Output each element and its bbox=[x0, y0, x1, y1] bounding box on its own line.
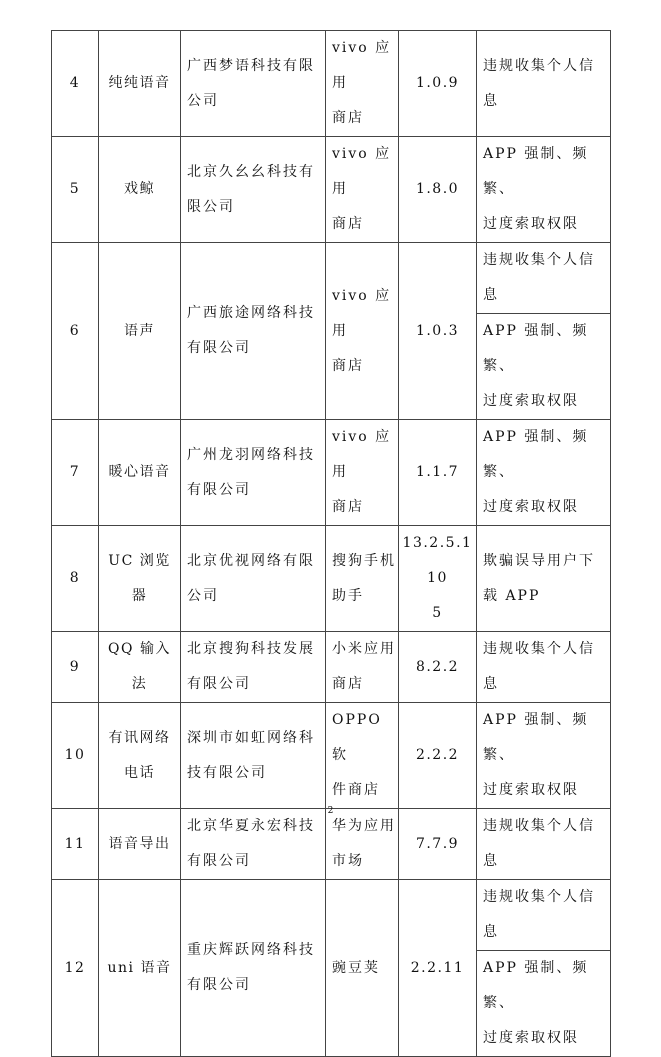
cell-line: 1.1.7 bbox=[415, 464, 460, 480]
cell-line: APP 强制、频繁、 bbox=[483, 146, 589, 197]
cell-line: 商店 bbox=[332, 110, 364, 126]
app-violation-table bbox=[51, 30, 611, 1057]
app-store-cell bbox=[326, 526, 399, 632]
violation-issue-cell bbox=[477, 632, 611, 703]
cell-line: 广州龙羽网络科技 bbox=[187, 446, 315, 463]
cell-line: 小米应用 bbox=[332, 641, 396, 657]
violation-issue-cell bbox=[477, 137, 611, 243]
cell-line: 助手 bbox=[332, 587, 364, 604]
cell-line: 件商店 bbox=[332, 782, 380, 798]
version-cell bbox=[399, 632, 477, 703]
table-row bbox=[52, 809, 611, 880]
cell-line: 13.2.5.110 bbox=[402, 535, 473, 586]
cell-line: vivo 应用 bbox=[332, 40, 392, 91]
row-number-cell: 6 bbox=[52, 243, 99, 420]
cell-line: 违规收集个人信 bbox=[483, 641, 595, 657]
violation-issue-cell bbox=[477, 526, 611, 632]
app-name-cell bbox=[99, 526, 181, 632]
version-cell bbox=[399, 420, 477, 526]
violation-issue-cell bbox=[477, 243, 611, 314]
cell-line: vivo 应用 bbox=[332, 429, 392, 480]
cell-line: 公司 bbox=[187, 587, 219, 604]
cell-line: 纯纯语音 bbox=[108, 75, 171, 91]
company-cell bbox=[181, 31, 326, 137]
table-row bbox=[52, 243, 611, 314]
company-cell bbox=[181, 632, 326, 703]
table-row bbox=[52, 31, 611, 137]
cell-line: 豌豆荚 bbox=[332, 959, 380, 976]
app-name-cell bbox=[99, 632, 181, 703]
row-number-cell: 7 bbox=[52, 420, 99, 526]
cell-line: 技有限公司 bbox=[187, 764, 267, 781]
cell-line: 广西梦语科技有限 bbox=[187, 57, 315, 74]
app-name-cell bbox=[99, 243, 181, 420]
cell-line: APP 强制、频繁、 bbox=[483, 429, 589, 480]
cell-line: 有限公司 bbox=[187, 340, 251, 356]
cell-line: 7.7.9 bbox=[415, 835, 460, 852]
row-number-cell: 10 bbox=[52, 703, 99, 809]
cell-line: 深圳市如虹网络科 bbox=[187, 729, 315, 746]
row-number-cell: 4 bbox=[52, 31, 99, 137]
cell-line: 北京搜狗科技发展 bbox=[187, 641, 315, 657]
version-cell bbox=[399, 526, 477, 632]
cell-line: 1.0.9 bbox=[415, 75, 460, 91]
app-name-cell bbox=[99, 137, 181, 243]
cell-line: 息 bbox=[483, 676, 499, 692]
cell-line: 5 bbox=[432, 605, 443, 621]
cell-line: vivo 应用 bbox=[332, 287, 392, 339]
app-store-cell bbox=[326, 632, 399, 703]
cell-line: 北京久幺幺科技有 bbox=[187, 163, 315, 180]
cell-line: 1.0.3 bbox=[415, 322, 460, 339]
cell-line: 语声 bbox=[124, 322, 155, 339]
version-cell bbox=[399, 137, 477, 243]
cell-line: 2.2.2 bbox=[415, 747, 460, 763]
cell-line: 违规收集个人信 bbox=[483, 57, 595, 74]
cell-line: 法 bbox=[131, 676, 148, 692]
cell-line: OPPO 软 bbox=[332, 712, 382, 763]
company-cell bbox=[181, 526, 326, 632]
version-cell bbox=[399, 880, 477, 1057]
table-body bbox=[52, 31, 611, 1057]
cell-line: 商店 bbox=[332, 216, 364, 232]
version-cell bbox=[399, 243, 477, 420]
cell-line: vivo 应用 bbox=[332, 146, 392, 197]
app-store-cell bbox=[326, 809, 399, 880]
cell-line: 北京华夏永宏科技 bbox=[187, 818, 315, 834]
cell-line: 商店 bbox=[332, 676, 364, 692]
cell-line: 息 bbox=[483, 92, 499, 109]
table-row bbox=[52, 137, 611, 243]
cell-line: 载 APP bbox=[483, 587, 541, 604]
cell-line: 商店 bbox=[332, 499, 364, 515]
row-number-cell: 9 bbox=[52, 632, 99, 703]
cell-line: 器 bbox=[131, 587, 148, 604]
app-store-cell bbox=[326, 703, 399, 809]
cell-line: 北京优视网络有限 bbox=[187, 552, 315, 569]
cell-line: 违规收集个人信 bbox=[483, 252, 595, 268]
violation-issue-cell bbox=[477, 31, 611, 137]
cell-line: 有限公司 bbox=[187, 977, 251, 993]
cell-line: 欺骗误导用户下 bbox=[483, 552, 595, 569]
company-cell bbox=[181, 809, 326, 880]
row-number-cell: 8 bbox=[52, 526, 99, 632]
cell-line: 公司 bbox=[187, 92, 219, 109]
cell-line: 有限公司 bbox=[187, 853, 251, 869]
cell-line: 过度索取权限 bbox=[483, 1030, 579, 1046]
app-name-cell bbox=[99, 880, 181, 1057]
row-number-cell: 12 bbox=[52, 880, 99, 1057]
cell-line: 戏鲸 bbox=[124, 181, 155, 197]
table-row bbox=[52, 526, 611, 632]
cell-line: 有限公司 bbox=[187, 481, 251, 498]
violation-issue-cell bbox=[477, 951, 611, 1057]
cell-line: UC 浏览 bbox=[108, 552, 171, 569]
version-cell bbox=[399, 809, 477, 880]
cell-line: 8.2.2 bbox=[415, 658, 460, 675]
cell-line: 华为应用 bbox=[332, 818, 396, 834]
table-row bbox=[52, 703, 611, 809]
company-cell bbox=[181, 703, 326, 809]
version-cell bbox=[399, 703, 477, 809]
cell-line: APP 强制、频繁、 bbox=[483, 960, 589, 1011]
company-cell bbox=[181, 420, 326, 526]
violation-issue-cell bbox=[477, 703, 611, 809]
cell-line: 过度索取权限 bbox=[483, 782, 579, 798]
violation-issue-cell bbox=[477, 880, 611, 951]
app-store-cell bbox=[326, 420, 399, 526]
row-number-cell: 5 bbox=[52, 137, 99, 243]
app-name-cell bbox=[99, 420, 181, 526]
cell-line: 违规收集个人信 bbox=[483, 818, 595, 834]
cell-line: uni 语音 bbox=[107, 959, 172, 976]
cell-line: APP 强制、频繁、 bbox=[483, 712, 589, 763]
cell-line: 过度索取权限 bbox=[483, 393, 579, 409]
cell-line: 搜狗手机 bbox=[332, 552, 396, 569]
row-number-cell: 11 bbox=[52, 809, 99, 880]
cell-line: 重庆辉跃网络科技 bbox=[187, 942, 315, 958]
violation-issue-cell bbox=[477, 314, 611, 420]
cell-line: 广西旅途网络科技 bbox=[187, 305, 315, 321]
app-name-cell bbox=[99, 703, 181, 809]
app-store-cell bbox=[326, 243, 399, 420]
app-store-cell bbox=[326, 31, 399, 137]
violation-issue-cell bbox=[477, 809, 611, 880]
violation-issue-cell bbox=[477, 420, 611, 526]
cell-line: QQ 输入 bbox=[108, 641, 171, 657]
cell-line: 过度索取权限 bbox=[483, 499, 579, 515]
cell-line: 市场 bbox=[332, 853, 364, 869]
cell-line: 有讯网络 bbox=[108, 729, 171, 746]
cell-line: 语音导出 bbox=[108, 835, 171, 852]
table-row bbox=[52, 420, 611, 526]
app-name-cell bbox=[99, 809, 181, 880]
cell-line: 息 bbox=[483, 853, 499, 869]
company-cell bbox=[181, 243, 326, 420]
cell-line: 息 bbox=[483, 924, 499, 940]
app-store-cell bbox=[326, 137, 399, 243]
cell-line: 有限公司 bbox=[187, 676, 251, 692]
cell-line: 电话 bbox=[124, 764, 155, 781]
cell-line: 1.8.0 bbox=[415, 181, 460, 197]
cell-line: 违规收集个人信 bbox=[483, 889, 595, 905]
cell-line: APP 强制、频繁、 bbox=[483, 323, 589, 374]
cell-line: 过度索取权限 bbox=[483, 216, 579, 232]
cell-line: 限公司 bbox=[187, 198, 235, 215]
company-cell bbox=[181, 880, 326, 1057]
version-cell bbox=[399, 31, 477, 137]
app-store-cell bbox=[326, 880, 399, 1057]
cell-line: 暖心语音 bbox=[108, 464, 171, 480]
cell-line: 商店 bbox=[332, 357, 364, 374]
page-number: 2 bbox=[327, 806, 334, 816]
table-row bbox=[52, 632, 611, 703]
cell-line: 息 bbox=[483, 287, 499, 303]
company-cell bbox=[181, 137, 326, 243]
app-name-cell bbox=[99, 31, 181, 137]
table-row bbox=[52, 880, 611, 951]
cell-line: 2.2.11 bbox=[410, 959, 465, 976]
